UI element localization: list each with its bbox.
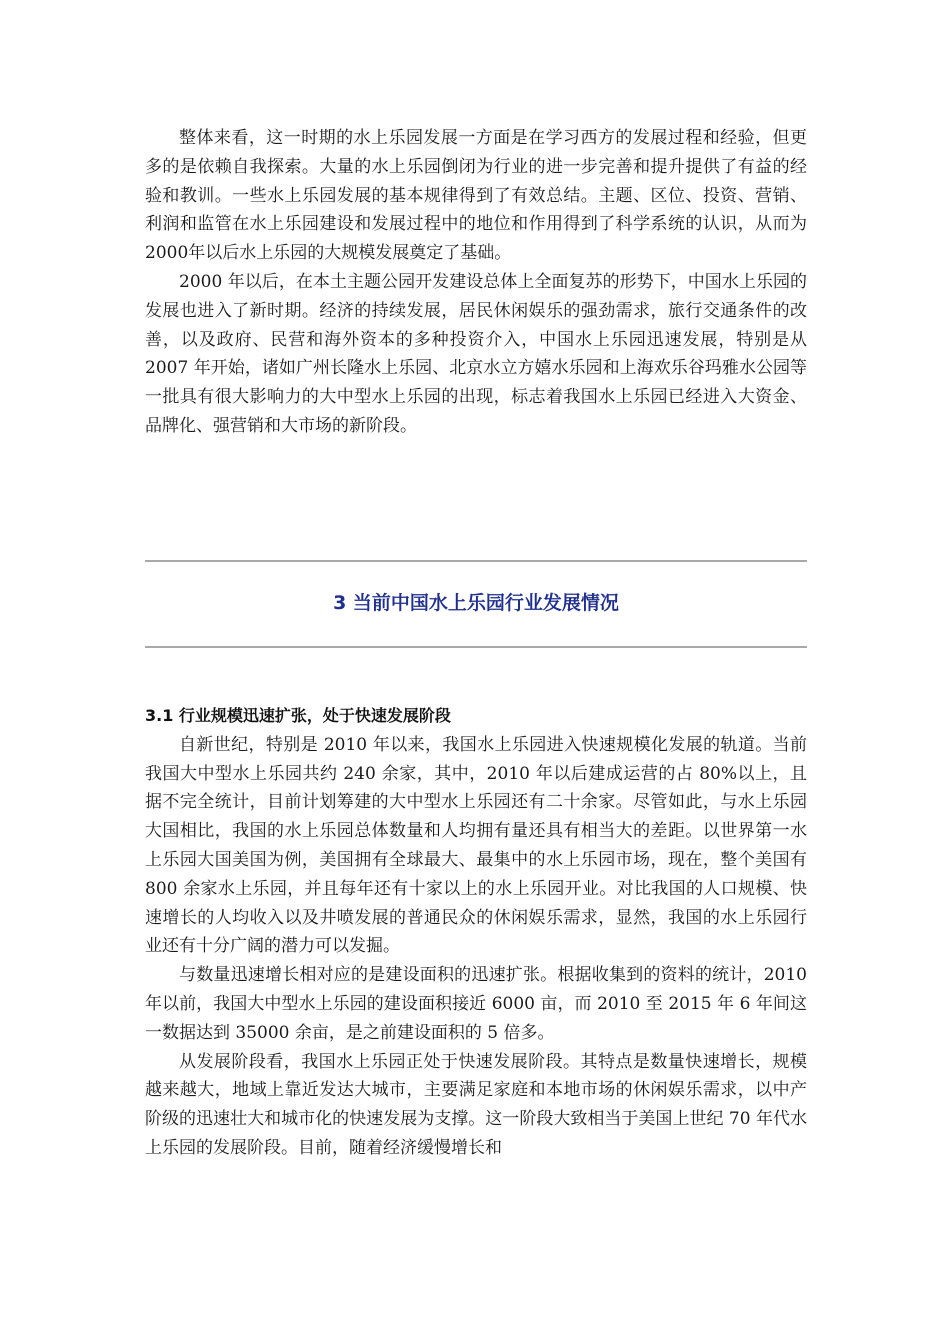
- paragraph-industry-scale: 自新世纪，特别是 2010 年以来，我国水上乐园进入快速规模化发展的轨道。当前我国大中型水上乐园共约 240 余家，其中，2010 年以后建成运营的占 80%以上，且据不完全统计，目前计划筹建的大中型水上乐园还有二十余家。尽管如此，与水上乐园大国相比，我国的水上乐园总体数量和人均拥有量还具有相当大的差距。以世界第一水上乐园大国美国为例，美国拥有全球最大、最集中的水上乐园市场，现在，整个美国有 800 余家水上乐园，并且每年还有十家以上的水上乐园开业。对比我国的人口规模、快速增长的人均收入以及井喷发展的普通民众的休闲娱乐需求，显然，我国的水上乐园行业还有十分广阔的潜力可以发掘。: [145, 734, 807, 957]
- section-divider-top: [145, 560, 807, 562]
- section-industry-body: [145, 702, 807, 1163]
- paragraph-post-2000-development: 2000 年以后，在本土主题公园开发建设总体上全面复苏的形势下，中国水上乐园的发展也进入了新时期。经济的持续发展，居民休闲娱乐的强劲需求，旅行交通条件的改善，以及政府、民营和海外资本的多种投资介入，中国水上乐园迅速发展，特别是从 2007 年开始，诸如广州长隆水上乐园、北京水立方嬉水乐园和上海欢乐谷玛雅水公园等一批具有很大影响力的大中型水上乐园的出现，标志着我国水上乐园已经进入大资金、品牌化、强营销和大市场的新阶段。: [145, 271, 807, 436]
- paragraph-construction-area: 与数量迅速增长相对应的是建设面积的迅速扩张。根据收集到的资料的统计，2010 年以前，我国大中型水上乐园的建设面积接近 6000 亩，而 2010 至 2015 年 6 年间这一数据达到 35000 余亩，是之前建设面积的 5 倍多。: [145, 965, 807, 1043]
- paragraph-exploration-summary: 整体来看，这一时期的水上乐园发展一方面是在学习西方的发展过程和经验，但更多的是依赖自我探索。大量的水上乐园倒闭为行业的进一步完善和提升提供了有益的经验和教训。一些水上乐园发展的基本规律得到了有效总结。主题、区位、投资、营销、利润和监管在水上乐园建设和发展过程中的地位和作用得到了科学系统的认识，从而为 2000年以后水上乐园的大规模发展奠定了基础。: [145, 128, 807, 264]
- section-divider-bottom: [145, 646, 807, 648]
- section-history-body: [145, 124, 807, 441]
- section-title: 3 当前中国水上乐园行业发展情况: [333, 592, 619, 614]
- paragraph-development-stage: 从发展阶段看，我国水上乐园正处于快速发展阶段。其特点是数量快速增长，规模越来越大，地域上靠近发达大城市，主要满足家庭和本地市场的休闲娱乐需求，以中产阶级的迅速壮大和城市化的快速发展为支撑。这一阶段大致相当于美国上世纪 70 年代水上乐园的发展阶段。目前，随着经济缓慢增长和: [145, 1051, 807, 1158]
- subsection-title: 3.1 行业规模迅速扩张，处于快速发展阶段: [145, 706, 451, 725]
